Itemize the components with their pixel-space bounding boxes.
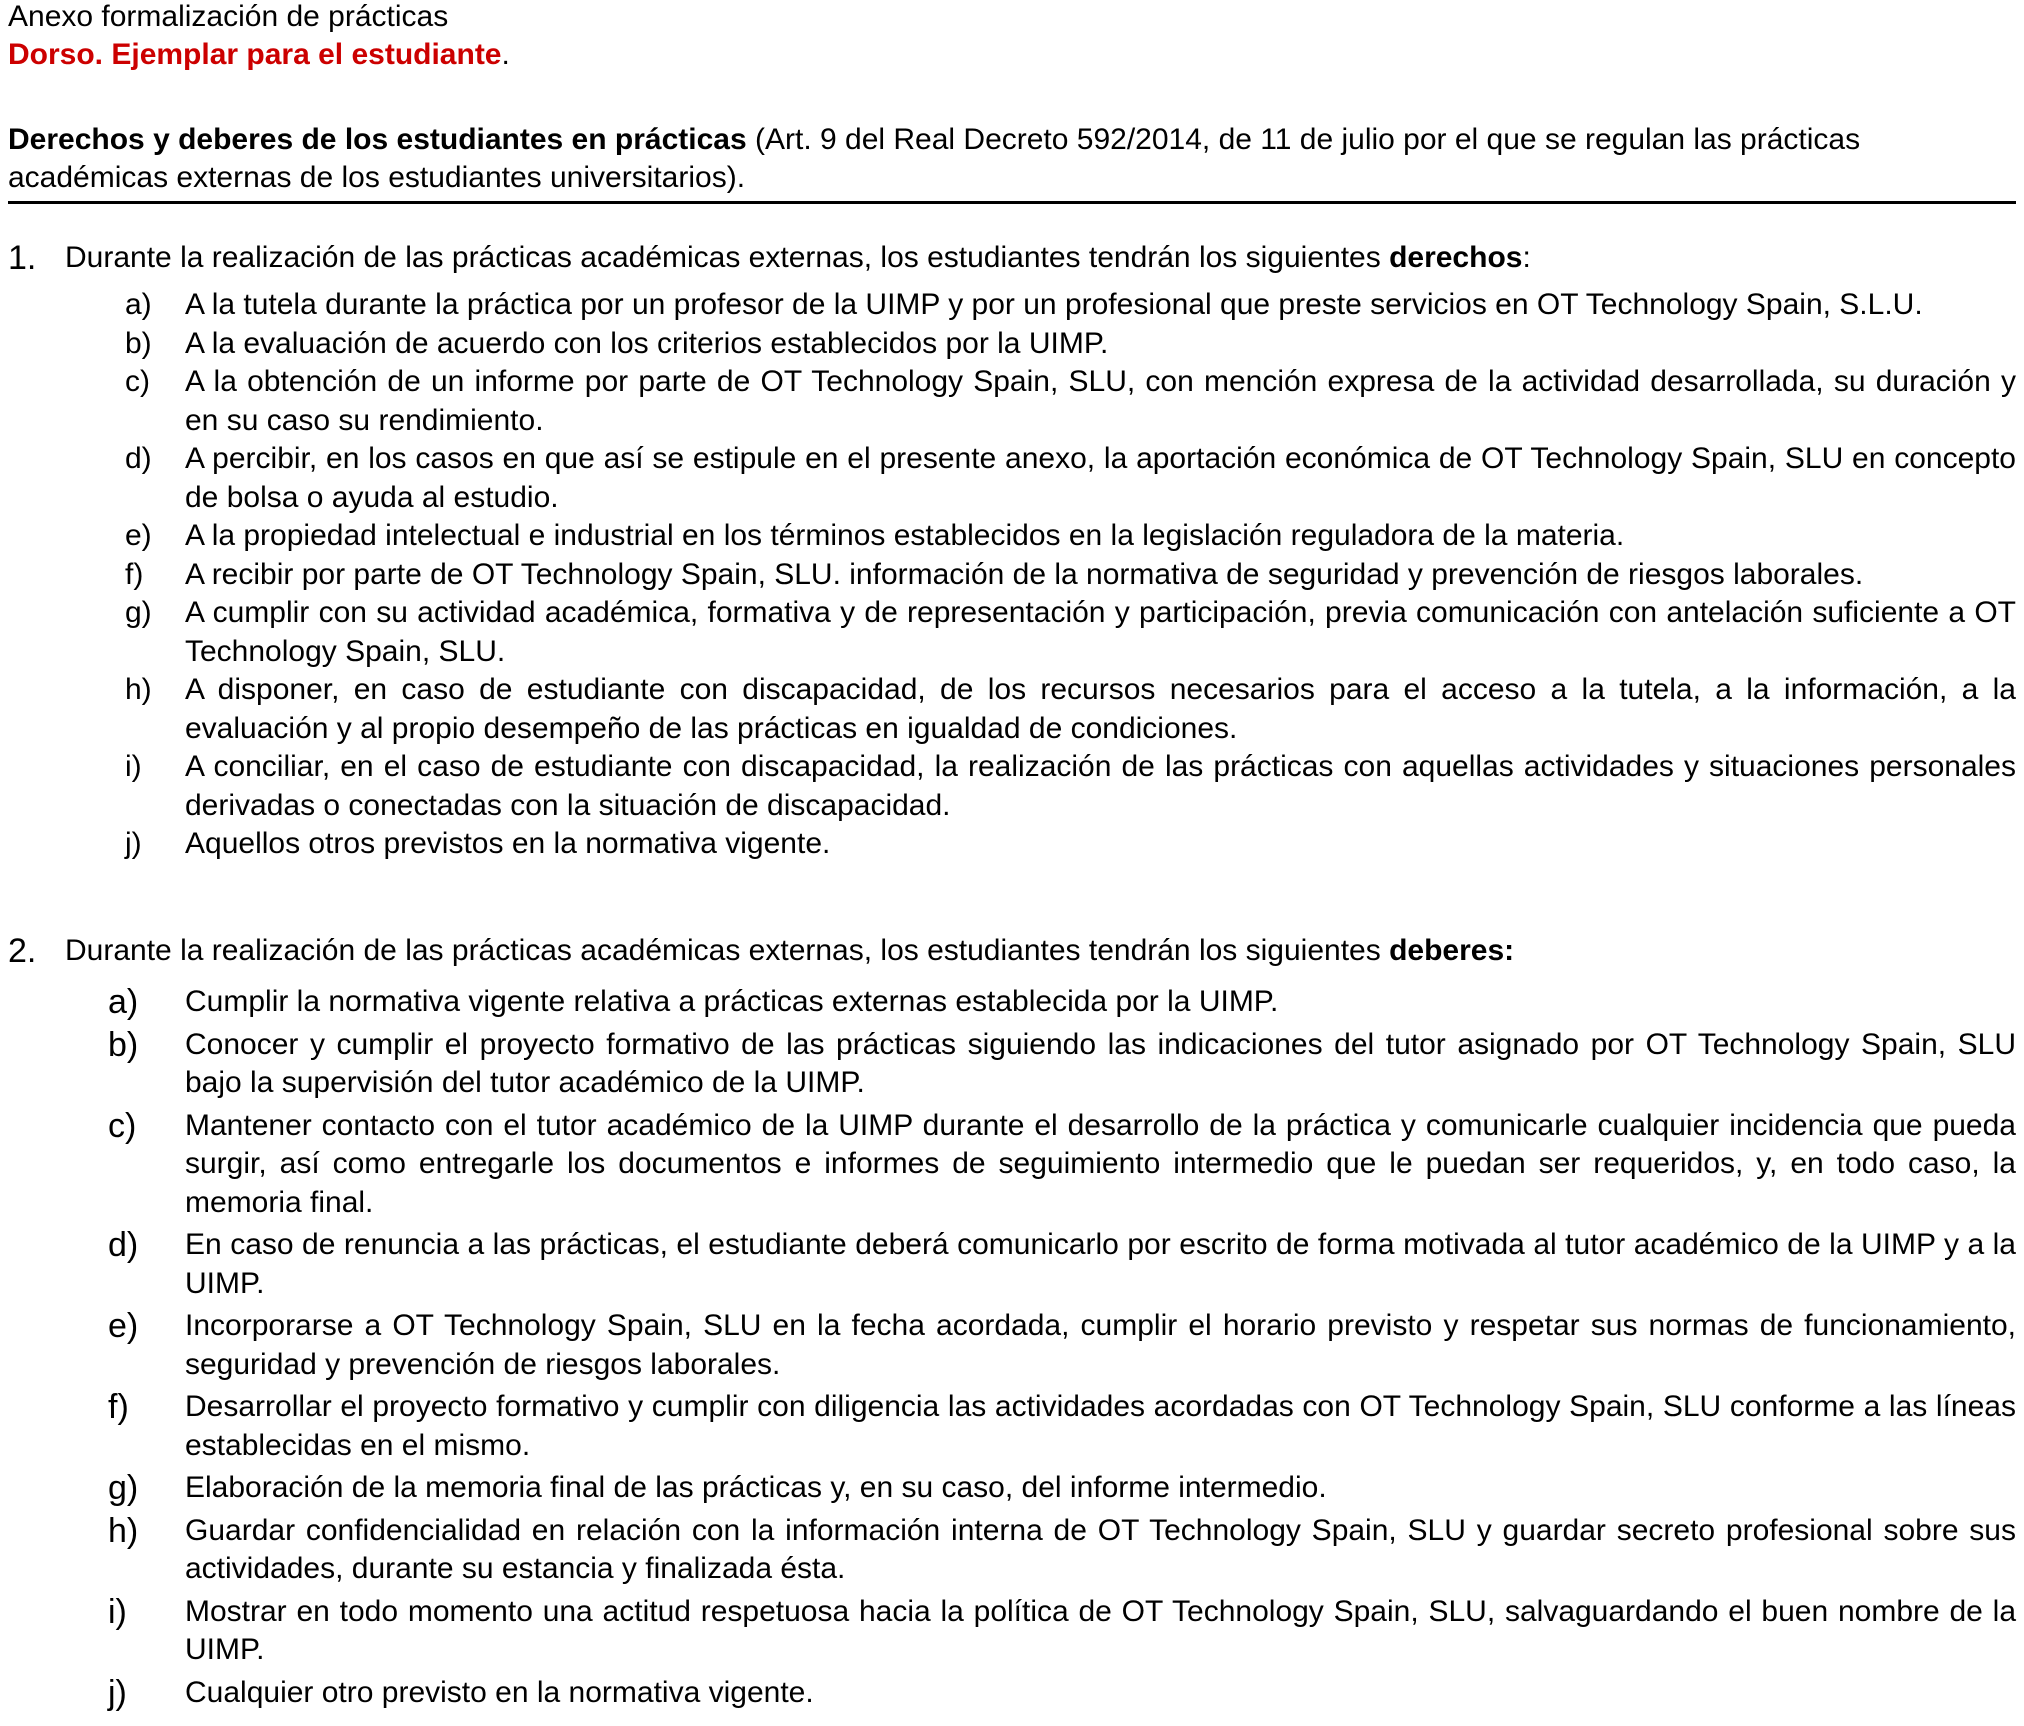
- rights-section: [8, 236, 2016, 864]
- list-item: [8, 1226, 2016, 1303]
- item-letter: g): [108, 1469, 139, 1507]
- list-item: [8, 556, 2016, 595]
- list-item: [8, 286, 2016, 325]
- item-text: A la evaluación de acuerdo con los criterios establecidos por la UIMP.: [185, 326, 1109, 360]
- item-letter: h): [125, 673, 152, 706]
- item-letter: d): [108, 1226, 139, 1264]
- item-text: Mostrar en todo momento una actitud respetuosa hacia la política de OT Technology Spain, SLU, salvaguardando el buen nombre de la UIMP.: [185, 1594, 2016, 1666]
- item-text: A disponer, en caso de estudiante con discapacidad, de los recursos necesarios para el acceso a la tutela, a la información, a la evaluación y al propio desempeño de las prácticas en igualdad de condiciones.: [185, 673, 2016, 745]
- list-item: [8, 363, 2016, 440]
- list-item: [8, 671, 2016, 748]
- heading-bold: Derechos y deberes de los estudiantes en prácticas: [8, 123, 747, 156]
- section-number: 1.: [8, 239, 37, 277]
- heading-divider: [8, 201, 2016, 204]
- item-letter: i): [108, 1592, 127, 1631]
- list-item: [8, 325, 2016, 364]
- item-letter: f): [125, 557, 144, 591]
- item-text: Desarrollar el proyecto formativo y cumplir con diligencia las actividades acordadas con OT Technology Spain, SLU conforme a las líneas establecidas en el mismo.: [185, 1390, 2016, 1462]
- list-item: [8, 748, 2016, 825]
- item-text: Aquellos otros previstos en la normativa vigente.: [185, 827, 831, 860]
- item-text: A la obtención de un informe por parte de OT Technology Spain, SLU, con mención expresa de la actividad desarrollada, su duración y en su caso su rendimiento.: [185, 365, 2016, 437]
- rights-section-header: [8, 236, 2016, 280]
- document-page: [8, 0, 2016, 1726]
- item-text: A recibir por parte de OT Technology Spain, SLU. información de la normativa de seguridad y prevención de riesgos laborales.: [185, 557, 1864, 591]
- copy-label: [8, 38, 510, 72]
- item-letter: g): [125, 596, 152, 629]
- item-letter: a): [108, 983, 139, 1021]
- item-letter: c): [125, 365, 150, 398]
- list-item: [8, 1307, 2016, 1384]
- list-item: [8, 517, 2016, 556]
- rights-duties-heading: [8, 121, 2016, 197]
- list-item: [8, 1593, 2016, 1670]
- item-letter: a): [125, 288, 152, 321]
- item-letter: h): [108, 1511, 139, 1550]
- item-text: Elaboración de la memoria final de las prácticas y, en su caso, del informe intermedio.: [185, 1471, 1327, 1504]
- list-item: [8, 1107, 2016, 1223]
- copy-label-end: .: [501, 38, 510, 71]
- item-text: A conciliar, en el caso de estudiante con discapacidad, la realización de las prácticas con aquellas actividades y situaciones personales derivadas o conectadas con la situación de discapacidad.: [185, 750, 2016, 822]
- item-letter: j): [125, 827, 142, 860]
- list-item: [8, 983, 2016, 1022]
- item-text: A la tutela durante la práctica por un profesor de la UIMP y por un profesional que preste servicios en OT Technology Spain, S.L.U.: [185, 288, 1923, 321]
- duties-section-header: [8, 929, 2016, 973]
- duties-section: [8, 929, 2016, 1712]
- item-text: Cualquier otro previsto en la normativa vigente.: [185, 1675, 814, 1709]
- item-letter: e): [108, 1307, 139, 1345]
- item-letter: b): [125, 326, 152, 360]
- item-text: En caso de renuncia a las prácticas, el estudiante deberá comunicarlo por escrito de forma motivada al tutor académico de la UIMP y a la UIMP.: [185, 1228, 2016, 1300]
- list-item: [8, 594, 2016, 671]
- item-letter: i): [125, 750, 142, 783]
- item-text: Incorporarse a OT Technology Spain, SLU en la fecha acordada, cumplir el horario previsto y respetar sus normas de funcionamiento, seguridad y prevención de riesgos laborales.: [185, 1309, 2016, 1381]
- section-keyword: deberes:: [1389, 934, 1515, 967]
- heading-reference: (Art. 9 del Real Decreto 592/2014, de 11 de julio por el que se regulan las prácticas académicas externas de los estudiantes universitarios).: [8, 123, 1861, 194]
- item-letter: j): [108, 1673, 127, 1712]
- item-letter: e): [125, 519, 152, 552]
- item-text: A la propiedad intelectual e industrial en los términos establecidos en la legislación reguladora de la materia.: [185, 519, 1625, 552]
- item-letter: d): [125, 442, 152, 475]
- section-intro: Durante la realización de las prácticas académicas externas, los estudiantes tendrán los siguientes derechos:: [65, 241, 1531, 274]
- item-text: Guardar confidencialidad en relación con la información interna de OT Technology Spain, SLU y guardar secreto profesional sobre sus actividades, durante su estancia y finalizada ésta.: [185, 1513, 2016, 1585]
- list-item: [8, 1388, 2016, 1465]
- list-item: [8, 1674, 2016, 1713]
- copy-label-red: Dorso. Ejemplar para el estudiante: [8, 38, 502, 71]
- annex-title: Anexo formalización de prácticas: [8, 0, 449, 33]
- list-item: [8, 440, 2016, 517]
- section-intro: Durante la realización de las prácticas académicas externas, los estudiantes tendrán los siguientes deberes:: [65, 934, 1515, 967]
- item-text: Conocer y cumplir el proyecto formativo de las prácticas siguiendo las indicaciones del tutor asignado por OT Technology Spain, SLU bajo la supervisión del tutor académico de la UIMP.: [185, 1027, 2016, 1099]
- item-text: A cumplir con su actividad académica, formativa y de representación y participación, previa comunicación con antelación suficiente a OT Technology Spain, SLU.: [185, 596, 2016, 668]
- list-item: [8, 1512, 2016, 1589]
- item-letter: f): [108, 1388, 129, 1426]
- item-letter: b): [108, 1025, 139, 1064]
- item-text: A percibir, en los casos en que así se estipule en el presente anexo, la aportación económica de OT Technology Spain, SLU en concepto de bolsa o ayuda al estudio.: [185, 442, 2016, 514]
- item-text: Mantener contacto con el tutor académico de la UIMP durante el desarrollo de la práctica y comunicarle cualquier incidencia que pueda surgir, así como entregarle los documentos e informes de seguimiento intermedio que le puedan ser requeridos, y, en todo caso, la memoria final.: [185, 1108, 2016, 1219]
- item-letter: c): [108, 1106, 137, 1145]
- section-keyword: derechos: [1389, 241, 1523, 274]
- list-item: [8, 1469, 2016, 1508]
- list-item: [8, 825, 2016, 864]
- item-text: Cumplir la normativa vigente relativa a prácticas externas establecida por la UIMP.: [185, 985, 1279, 1018]
- section-number: 2.: [8, 932, 37, 970]
- list-item: [8, 1026, 2016, 1103]
